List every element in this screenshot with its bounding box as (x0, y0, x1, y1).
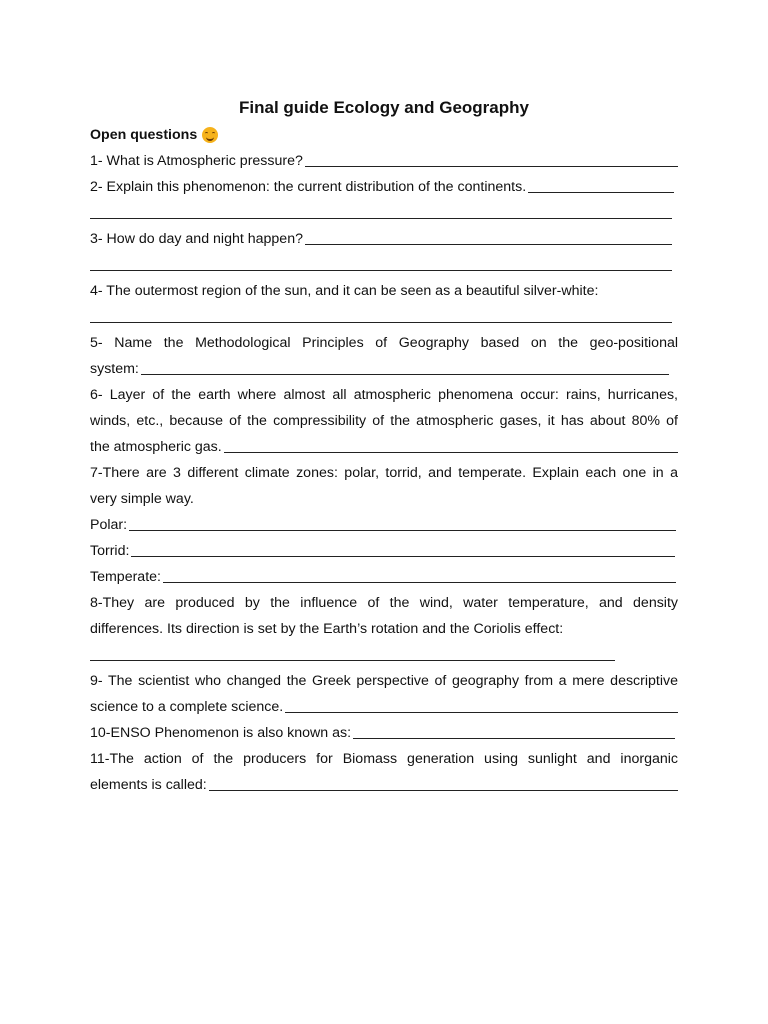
answer-line[interactable] (90, 321, 672, 323)
answer-line[interactable] (90, 659, 615, 661)
torrid-label: Torrid: (90, 543, 130, 559)
question-4 (90, 278, 678, 304)
answer-line-row (90, 642, 615, 668)
section-heading-text: Open questions (90, 127, 198, 143)
answer-line[interactable] (224, 451, 678, 453)
answer-line[interactable] (90, 217, 672, 219)
question-7-line-2: very simple way. (90, 491, 194, 507)
question-5-line-1: 5- Name the Methodological Principles of Geography based on the geo-positional (90, 335, 678, 351)
question-11-line-2 (90, 772, 678, 798)
answer-line-row (90, 252, 672, 278)
smiling-face-icon (202, 127, 218, 143)
answer-line[interactable] (163, 581, 676, 583)
question-9-text: science to a complete science. (90, 699, 284, 715)
temperate-label: Temperate: (90, 569, 161, 585)
answer-line[interactable] (528, 191, 674, 193)
answer-line[interactable] (285, 711, 678, 713)
question-6-text: the atmospheric gas. (90, 439, 222, 455)
answer-line[interactable] (305, 165, 678, 167)
question-6-line-1: 6- Layer of the earth where almost all atmospheric phenomena occur: rains, hurricanes, (90, 387, 678, 403)
question-7-line-1: 7-There are 3 different climate zones: polar, torrid, and temperate. Explain each one in a (90, 465, 678, 481)
question-1-text: 1- What is Atmospheric pressure? (90, 153, 303, 169)
question-10-text: 10-ENSO Phenomenon is also known as: (90, 725, 352, 741)
answer-line[interactable] (305, 243, 672, 245)
polar-label: Polar: (90, 517, 128, 533)
question-3 (90, 226, 672, 252)
question-11-text: elements is called: (90, 777, 207, 793)
question-9-line-1: 9- The scientist who changed the Greek perspective of geography from a mere descriptive (90, 673, 678, 689)
question-9-line-2 (90, 694, 678, 720)
question-7-polar (90, 512, 676, 538)
question-6-line-2: winds, etc., because of the compressibility of the atmospheric gases, it has about 80% of (90, 413, 678, 429)
question-5-line-2 (90, 356, 669, 382)
answer-line[interactable] (129, 529, 676, 531)
question-2-text: 2- Explain this phenomenon: the current distribution of the continents. (90, 179, 527, 195)
question-10 (90, 720, 675, 746)
question-6-line-3 (90, 434, 678, 460)
question-8-line-1: 8-They are produced by the influence of the wind, water temperature, and density (90, 595, 678, 611)
answer-line[interactable] (209, 789, 678, 791)
question-7-torrid (90, 538, 675, 564)
question-8-line-2: differences. Its direction is set by the Earth’s rotation and the Coriolis effect: (90, 621, 564, 637)
answer-line[interactable] (141, 373, 669, 375)
answer-line-row (90, 304, 672, 330)
answer-line-row (90, 200, 672, 226)
worksheet-content (90, 94, 678, 798)
question-5-text: system: (90, 361, 139, 377)
question-3-text: 3- How do day and night happen? (90, 231, 303, 247)
question-4-text: 4- The outermost region of the sun, and it can be seen as a beautiful silver-white: (90, 283, 599, 299)
section-heading (90, 122, 678, 148)
page-title: Final guide Ecology and Geography (239, 98, 529, 117)
answer-line[interactable] (353, 737, 675, 739)
question-11-line-1: 11-The action of the producers for Biomass generation using sunlight and inorganic (90, 751, 678, 767)
question-7-temperate (90, 564, 676, 590)
answer-line[interactable] (131, 555, 675, 557)
question-1 (90, 148, 678, 174)
question-2 (90, 174, 674, 200)
answer-line[interactable] (90, 269, 672, 271)
